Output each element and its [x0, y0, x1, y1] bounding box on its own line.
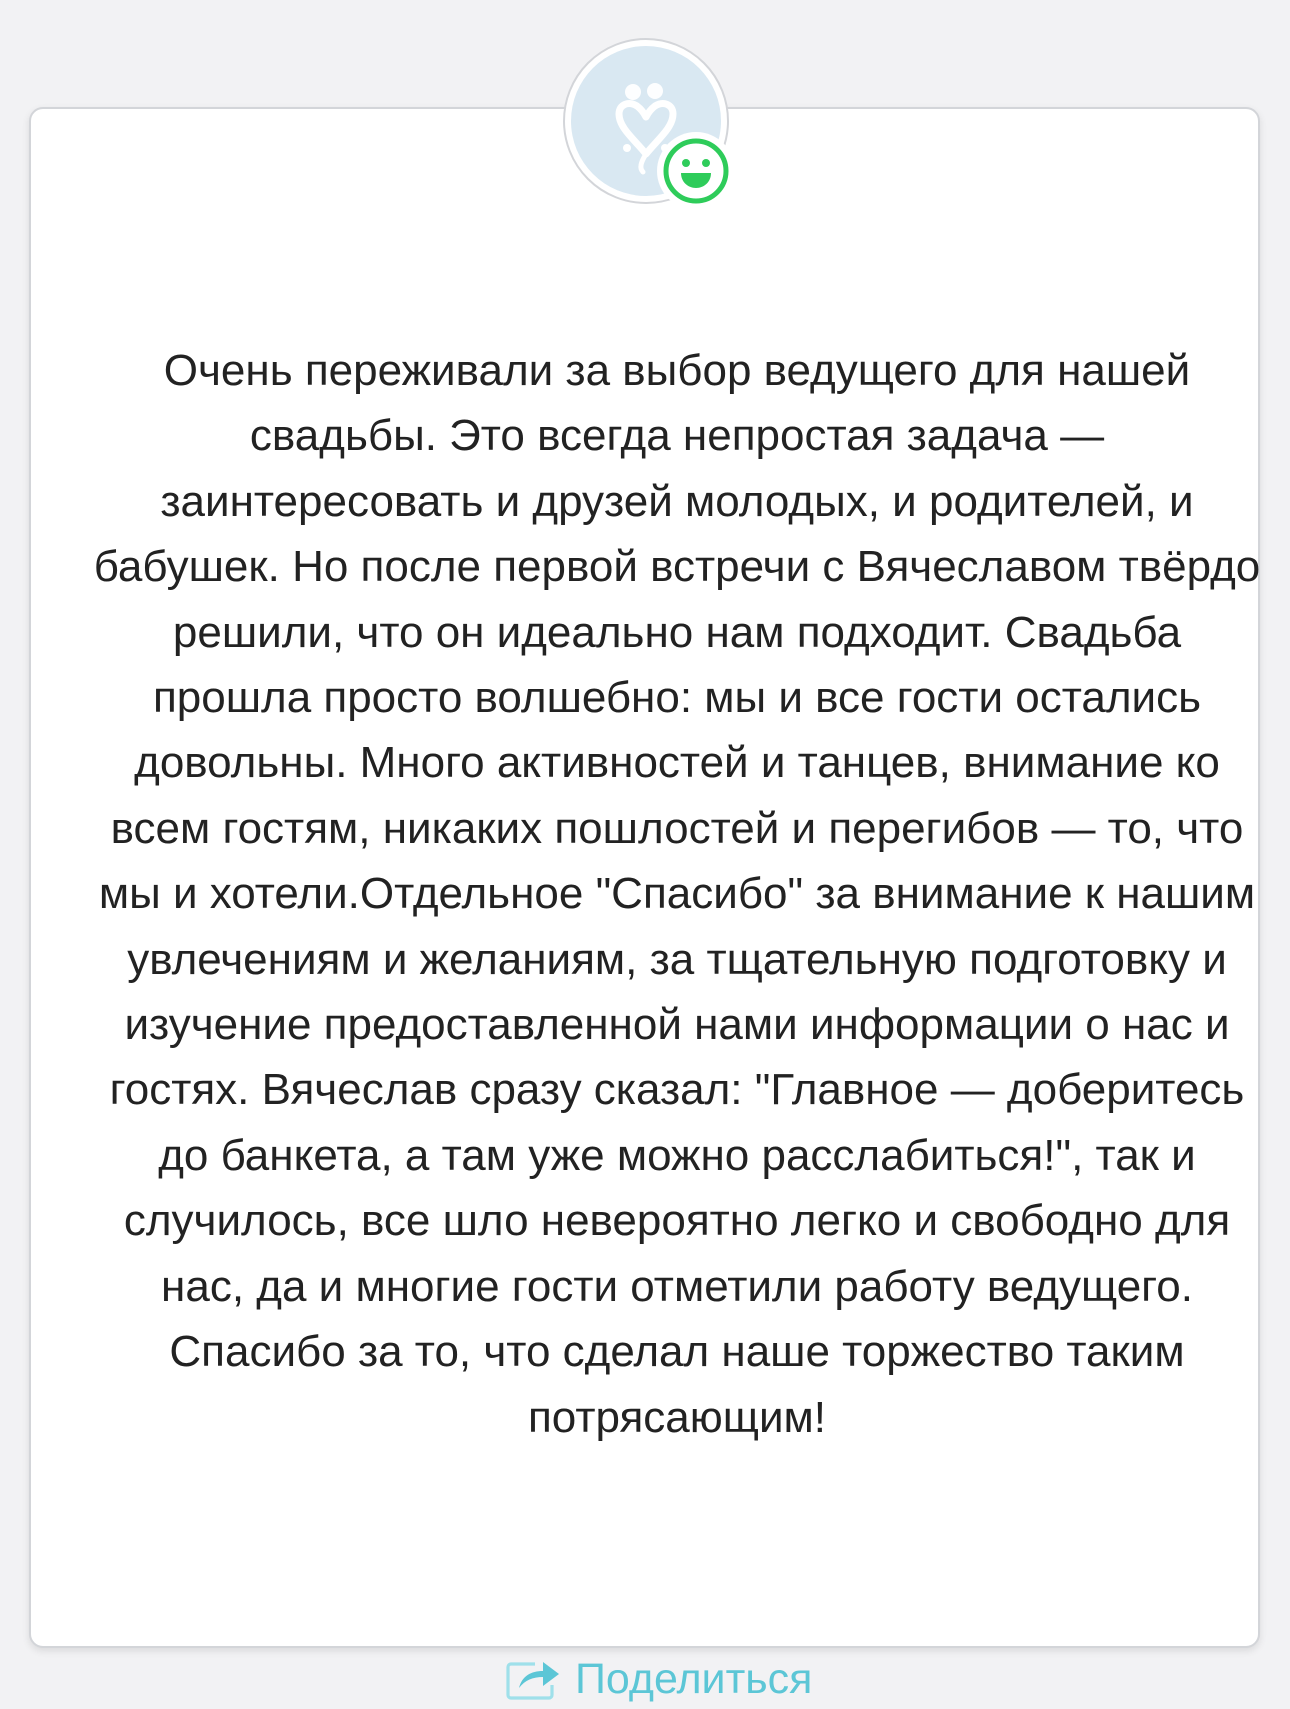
review-card [29, 107, 1261, 1703]
share-icon [505, 1658, 561, 1700]
share-button[interactable] [505, 1649, 812, 1709]
happy-face-icon [657, 132, 735, 210]
share-label: Поделиться [575, 1654, 813, 1703]
review-text: Очень переживали за выбор ведущего для нашей свадьбы. Это всегда непростая задача — заинтересовать и друзей молодых, и родителей, и бабушек. Но после первой встречи с Вячеславом твёрдо решили, что он идеально нам подходит. Свадьба прошла просто волшебно: мы и все гости остались довольны. Много активностей и танцев, внимание ко всем гостям, никаких пошлостей и перегибов — то, что мы и хотели.Отдельное "Спасибо" за внимание к нашим увлечениям и желаниям, за тщательную подготовку и изучение предоставленной нами информации о нас и гостях. Вячеслав сразу сказал: "Главное — доберитесь до банкета, а там уже можно расслабиться!", так и случилось, все шло невероятно легко и свободно для нас, да и многие гости отметили работу ведущего. Спасибо за то, что сделал наше торжество таким потрясающим! [93, 346, 1261, 1442]
